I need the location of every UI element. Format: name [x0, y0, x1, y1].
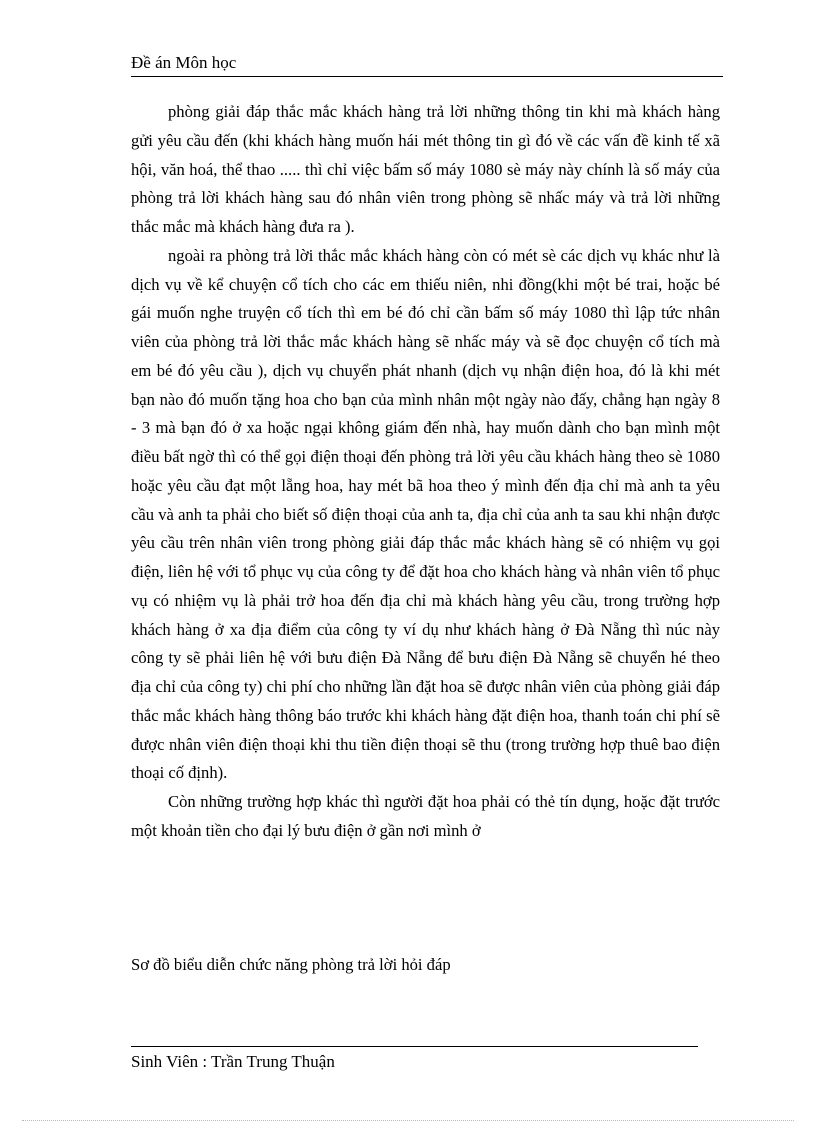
diagram-caption: Sơ đồ biểu diễn chức năng phòng trả lời hỏi đáp: [131, 955, 451, 974]
paragraph-3: Còn những trường hợp khác thì người đặt hoa phải có thẻ tín dụng, hoặc đặt trước một khoản tiền cho đại lý bưu điện ở gần nơi mình ở: [131, 792, 720, 840]
footer-text: Sinh Viên : Trần Trung Thuận: [131, 1052, 335, 1071]
body-text: [131, 98, 720, 846]
header-title: Đề án Môn học: [131, 53, 237, 72]
paragraph-2: ngoài ra phòng trả lời thắc mắc khách hàng còn có mét sè các dịch vụ khác như là dịch vụ về kể chuyện cổ tích cho các em thiếu niên, nhi đồng(khi một bé trai, hoặc bé gái muốn nghe truyện cổ tích thì em bé đó chỉ cần bấm số máy 1080 thì lập tức nhân viên của phòng trả lời thắc mắc khách hàng sẽ nhấc máy và sẽ đọc chuyện cổ tích mà em bé đó yêu cầu ), dịch vụ chuyển phát nhanh (dịch vụ nhận điện hoa, đó là khi mét bạn nào đó muốn tặng hoa cho bạn của mình nhân một ngày nào đấy, chẳng hạn ngày 8 - 3 mà bạn đó ở xa hoặc ngại không giám đến nhà, hay muốn dành cho bạn mình một điều bất ngờ thì có thể gọi điện thoại đến phòng trả lời yêu cầu khách hàng theo sè 1080 hoặc yêu cầu đạt một lẵng hoa, hay mét bã hoa theo ý mình đến địa chỉ mà anh ta yêu cầu và anh ta phải cho biết số điện thoại của anh ta, địa chỉ của anh ta sau khi nhận được yêu cầu trên nhân viên trong phòng giải đáp thắc mắc khách hàng sẽ có nhiệm vụ gọi điện, liên hệ với tổ phục vụ của công ty để đặt hoa cho khách hàng và nhân viên tổ phục vụ có nhiệm vụ là phải trở hoa đến địa chỉ mà khách hàng yêu cầu, trong trường hợp khách hàng ở xa địa điểm của công ty ví dụ như khách hàng ở Đà Nẵng thì núc này công ty sẽ phải liên hệ với bưu điện Đà Nẵng để bưu điện Đà Nẵng sẽ chuyển hé theo địa chỉ của công ty) chi phí cho những lần đặt hoa sẽ được nhân viên của phòng giải đáp thắc mắc khách hàng thông báo trước khi khách hàng đặt điện hoa, thanh toán chi phí sẽ được nhân viên điện thoại khi thu tiền điện thoại sẽ thu (trong trường hợp thuê bao điện thoại cố định).: [131, 245, 720, 783]
page-bottom-border: [22, 1120, 794, 1121]
footer-rule: [131, 1046, 698, 1047]
paragraph-1: phòng giải đáp thắc mắc khách hàng trả lời những thông tin khi mà khách hàng gửi yêu cầu đến (khi khách hàng muốn hái mét thông tin gì đó về các vấn đề kinh tế xã hội, văn hoá, thể thao ..... thì chỉ việc bấm số máy 1080 sè máy này chính là số máy của phòng trả lời khách hàng sau đó nhân viên trong phòng sẽ nhấc máy và trả lời những thắc mắc mà khách hàng đưa ra ).: [131, 102, 720, 236]
page-header: [131, 52, 723, 77]
